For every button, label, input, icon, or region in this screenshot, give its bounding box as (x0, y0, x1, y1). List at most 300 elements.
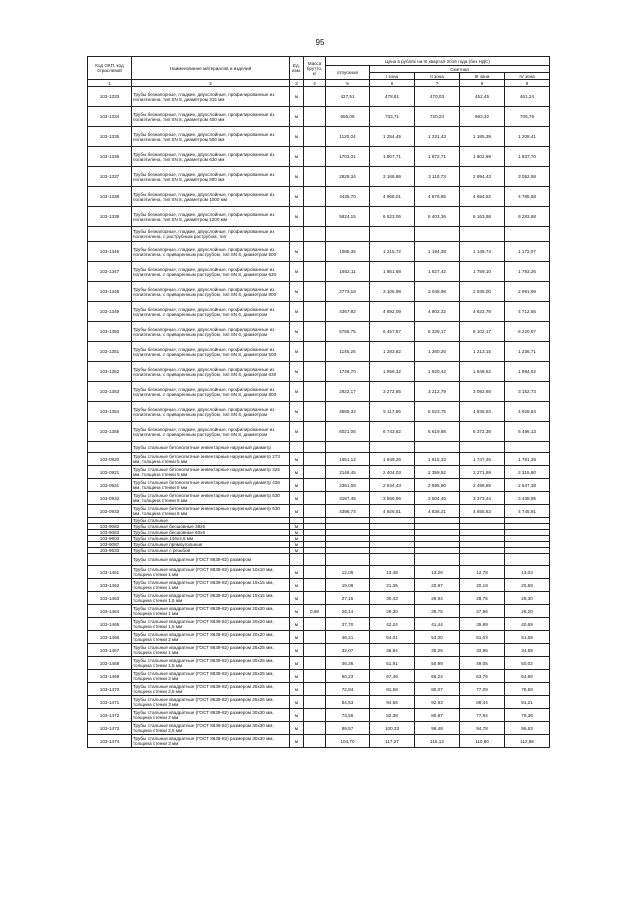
row-price-release: 2361,08 (326, 479, 370, 492)
column-index: 8 (460, 80, 505, 87)
row-price-release: 1120,04 (326, 127, 370, 147)
row-unit: м (290, 262, 304, 282)
row-mass (304, 505, 326, 518)
row-code: 103-1351 (88, 342, 132, 362)
row-price-zone-4: 706,78 (505, 107, 550, 127)
row-price-zone-3: 4 835,93 (460, 402, 505, 422)
row-unit: м (290, 147, 304, 167)
row-price-release: 48,21 (326, 631, 370, 644)
row-price-zone-4: 51,69 (505, 631, 550, 644)
row-price-zone-1: 30,43 (370, 592, 415, 605)
row-price-zone-4: 2 315,80 (505, 466, 550, 479)
row-price-zone-1: 3 272,85 (370, 382, 415, 402)
row-price-zone-4 (505, 442, 550, 453)
row-code: 103-0932 (88, 492, 132, 505)
row-name: Трубы стальные бесшовные 60х6 (132, 530, 290, 536)
table-row (88, 592, 550, 605)
row-price-zone-1: 67,46 (370, 670, 415, 683)
row-price-zone-4: 2 547,38 (505, 479, 550, 492)
row-code: 103-1466 (88, 631, 132, 644)
row-price-zone-1: 733,71 (370, 107, 415, 127)
row-mass: 0,98 (304, 605, 326, 618)
row-price-zone-4: 4 712,55 (505, 302, 550, 322)
row-price-zone-4: 4 929,84 (505, 402, 550, 422)
row-unit: м (290, 722, 304, 735)
row-price-zone-3: 39,89 (460, 618, 505, 631)
row-price-zone-3: 1 759,10 (460, 262, 505, 282)
row-name: Трубы стальные квадратные (ГОСТ 8639-82) размером 20х20 мм, толщина стенки 1 мм (132, 605, 290, 618)
row-price-zone-2: 35,26 (415, 644, 460, 657)
header-price-group: Цена в рублях на III квартал 2016 года (без НДС) (326, 57, 550, 66)
row-code: 103-1464 (88, 605, 132, 618)
row-unit: м (290, 530, 304, 536)
row-price-release: 4569,32 (326, 402, 370, 422)
row-price-zone-4: 34,59 (505, 644, 550, 657)
row-price-zone-3: 2 935,00 (460, 282, 505, 302)
row-price-zone-2: 115,13 (415, 735, 460, 748)
row-price-zone-3: 27,86 (460, 605, 505, 618)
row-mass (304, 107, 326, 127)
row-price-release: 6021,06 (326, 422, 370, 442)
row-name: Трубы стальные квадратные (ГОСТ 8639-82) размером 15х15 мм, толщина стенки 1,5 мм (132, 592, 290, 605)
row-mass (304, 492, 326, 505)
row-price-zone-1: 6 743,62 (370, 422, 415, 442)
header-zone-1: I зона (370, 73, 415, 80)
row-price-zone-4: 91,21 (505, 696, 550, 709)
row-price-zone-3 (460, 554, 505, 566)
row-price-release: 2146,45 (326, 466, 370, 479)
row-mass (304, 479, 326, 492)
row-name: Трубы безнапорные, гладкие, двухслойные, профилированные из полиэтилена, с приваренным раструбом, тип SN 6, диаметром (132, 322, 290, 342)
row-mass (304, 207, 326, 227)
row-price-zone-3: 2 498,85 (460, 479, 505, 492)
row-code (88, 554, 132, 566)
row-mass (304, 644, 326, 657)
row-code: 103-1338 (88, 187, 132, 207)
row-price-zone-3: 89,44 (460, 696, 505, 709)
table-row (88, 505, 550, 518)
table-row (88, 242, 550, 262)
row-price-zone-4: 78,58 (505, 683, 550, 696)
table-row (88, 618, 550, 631)
row-mass (304, 342, 326, 362)
row-price-zone-2: 3 504,45 (415, 492, 460, 505)
row-mass (304, 631, 326, 644)
row-price-release: 4435,70 (326, 187, 370, 207)
table-row (88, 187, 550, 207)
row-name: Трубы стальные бетонолитные инвентарные наружный диаметр (132, 442, 290, 453)
row-price-release: 2829,34 (326, 167, 370, 187)
row-mass (304, 282, 326, 302)
row-price-zone-2 (415, 442, 460, 453)
row-name: Трубы безнапорные, гладкие, двухслойные, профилированные из полиэтилена, тип SN 8, диаметром 630 мм (132, 147, 290, 167)
table-row (88, 147, 550, 167)
row-unit: м (290, 618, 304, 631)
row-price-zone-4: 28,20 (505, 605, 550, 618)
row-price-zone-1: 5 117,66 (370, 402, 415, 422)
row-price-zone-4: 1 793,26 (505, 262, 550, 282)
row-name: Трубы стальные 146х4,5 мм (132, 536, 290, 542)
header-zone-3: III зона (460, 73, 505, 80)
row-price-zone-2: 2 595,90 (415, 479, 460, 492)
table-row (88, 670, 550, 683)
table-row (88, 605, 550, 618)
row-name: Трубы стальные бетонолитные инвентарные наружный диаметр 530 мм, толщина стенки 6 мм (132, 492, 290, 505)
row-unit: м (290, 479, 304, 492)
row-unit: м (290, 492, 304, 505)
header-unit: Ед. изм. (290, 57, 304, 80)
row-unit: м (290, 566, 304, 579)
row-unit: м (290, 187, 304, 207)
row-price-zone-4: 1 781,39 (505, 453, 550, 466)
row-price-zone-2: 1 231,43 (415, 127, 460, 147)
row-price-zone-4: 112,98 (505, 735, 550, 748)
row-price-zone-2: 13,28 (415, 566, 460, 579)
row-price-zone-3: 28,75 (460, 592, 505, 605)
row-unit: м (290, 402, 304, 422)
row-price-zone-1: 94,66 (370, 696, 415, 709)
row-code: 103-1473 (88, 722, 132, 735)
row-name: Трубы стальные квадратные (ГОСТ 8639-82) размером 30х30 мм, толщина стенки 3 мм (132, 735, 290, 748)
table-row (88, 644, 550, 657)
row-mass (304, 262, 326, 282)
row-unit: м (290, 282, 304, 302)
row-mass (304, 579, 326, 592)
row-name: Трубы стальные бетонолитные инвентарные наружный диаметр 630 мм, толщина стенки 6 мм (132, 505, 290, 518)
row-price-zone-1: 6 457,67 (370, 322, 415, 342)
row-name: Трубы стальные квадратные (ГОСТ 8639-82) размером 20х20 мм, толщина стенки 1,5 мм (132, 618, 290, 631)
table-row (88, 722, 550, 735)
row-code: 103-1334 (88, 107, 132, 127)
row-code (88, 227, 132, 242)
row-price-zone-2: 3 110,73 (415, 167, 460, 187)
row-name: Трубы стальные квадратные (ГОСТ 8639-82) размером 25х25 мм, толщина стенки 3 мм (132, 696, 290, 709)
row-price-release: 5824,15 (326, 207, 370, 227)
row-price-zone-4: 20,59 (505, 579, 550, 592)
row-price-release: 4367,92 (326, 302, 370, 322)
row-code: 103-1348 (88, 282, 132, 302)
row-name: Трубы стальные бетонолитные инвентарные наружный диаметр 426 мм, толщина стенки 5 мм (132, 479, 290, 492)
page-number: 95 (315, 38, 325, 47)
row-name: Трубы стальные квадратные (ГОСТ 8639-82) размером 10х10 мм, толщина стенки 1 мм (132, 566, 290, 579)
table-row (88, 631, 550, 644)
row-price-zone-2: 53,00 (415, 631, 460, 644)
row-unit: м (290, 242, 304, 262)
header-estimate: Сметная (370, 66, 550, 73)
row-name: Трубы безнапорные, гладкие, двухслойные, профилированные из полиэтилена, с приваренным раструбом, тип SN 6, диаметром (132, 302, 290, 322)
row-name: Трубы безнапорные, гладкие, двухслойные, профилированные из полиэтилена, тип SN 8, диаметром 1000 мм (132, 187, 290, 207)
row-code: 103-1355 (88, 422, 132, 442)
row-price-zone-3: 77,84 (460, 709, 505, 722)
row-price-zone-3: 2 271,69 (460, 466, 505, 479)
row-code: 103-1463 (88, 592, 132, 605)
row-price-zone-3: 33,95 (460, 644, 505, 657)
row-price-zone-4: 3 152,73 (505, 382, 550, 402)
row-price-zone-2: 1 920,42 (415, 362, 460, 382)
row-price-zone-2: 1 827,42 (415, 262, 460, 282)
row-price-release (326, 227, 370, 242)
row-unit (290, 227, 304, 242)
row-unit: м (290, 536, 304, 542)
row-unit: м (290, 548, 304, 554)
row-mass (304, 735, 326, 748)
row-price-zone-3: 1 802,69 (460, 147, 505, 167)
row-code: 103-1335 (88, 127, 132, 147)
row-unit: м (290, 670, 304, 683)
row-price-zone-4: 1 837,70 (505, 147, 550, 167)
row-price-zone-2 (415, 227, 460, 242)
column-index: 6 (370, 80, 415, 87)
row-price-zone-1: 13,48 (370, 566, 415, 579)
header-code: Код ОКП, код отраслевой (88, 57, 132, 80)
row-price-zone-4: 1 208,41 (505, 127, 550, 147)
row-code: 103-0933 (88, 505, 132, 518)
table-row (88, 442, 550, 453)
table-row (88, 492, 550, 505)
row-price-release: 27,15 (326, 592, 370, 605)
row-price-zone-3: 20,18 (460, 579, 505, 592)
row-name: Трубы стальные с резьбой (132, 548, 290, 554)
row-code: 103-0920 (88, 453, 132, 466)
row-unit: м (290, 735, 304, 748)
row-price-release: 1085,35 (326, 242, 370, 262)
row-price-zone-3: 6 372,38 (460, 422, 505, 442)
row-price-zone-1: 4 926,51 (370, 505, 415, 518)
row-price-release (326, 554, 370, 566)
price-table (87, 56, 550, 748)
row-price-zone-4: 461,24 (505, 87, 550, 107)
row-price-zone-3: 4 694,52 (460, 187, 505, 207)
row-price-zone-4: 13,03 (505, 566, 550, 579)
row-price-zone-1 (370, 227, 415, 242)
table-row (88, 322, 550, 342)
row-price-zone-1: 1 956,32 (370, 362, 415, 382)
row-price-zone-2: 4 802,32 (415, 302, 460, 322)
row-price-zone-3: 4 655,63 (460, 505, 505, 518)
row-price-zone-4: 6 496,13 (505, 422, 550, 442)
table-row (88, 382, 550, 402)
row-mass (304, 709, 326, 722)
row-price-zone-1: 29,30 (370, 605, 415, 618)
header-name: Наименование материалов и изделий (132, 57, 290, 80)
row-name: Трубы стальные бетонолитные инвентарные наружный диаметр 273 мм, толщина стенки 5 мм (132, 453, 290, 466)
row-mass (304, 127, 326, 147)
row-price-zone-1: 3 569,96 (370, 492, 415, 505)
row-price-zone-3: 693,32 (460, 107, 505, 127)
row-price-zone-4 (505, 554, 550, 566)
row-price-release: 2773,18 (326, 282, 370, 302)
row-name: Трубы безнапорные, гладкие, двухслойные, профилированные из полиэтилена, тип SN 8, диаметром 800 мм (132, 167, 290, 187)
row-price-zone-1: 1 849,26 (370, 453, 415, 466)
row-price-release: 84,53 (326, 696, 370, 709)
row-mass (304, 618, 326, 631)
table-row (88, 422, 550, 442)
row-price-release: 3187,45 (326, 492, 370, 505)
row-price-zone-4: 3 438,95 (505, 492, 550, 505)
row-price-zone-2: 4 876,85 (415, 187, 460, 207)
row-price-zone-2: 80,87 (415, 709, 460, 722)
row-name: Трубы безнапорные, гладкие, двухслойные, профилированные из полиэтилена, тип SN 8, диаметром 315 мм (132, 87, 290, 107)
row-name: Трубы безнапорные, гладкие, двухслойные, профилированные из полиэтилена, с приваренным раструбом, тип SN 8, диаметром 630 (132, 262, 290, 282)
row-unit: м (290, 127, 304, 147)
row-price-release: 89,57 (326, 722, 370, 735)
table-row (88, 262, 550, 282)
row-mass (304, 566, 326, 579)
row-unit: м (290, 382, 304, 402)
row-unit: м (290, 657, 304, 670)
row-name: Трубы безнапорные, гладкие, двухслойные, профилированные из полиэтилена, с приваренным раструбом, тип SN 8, диаметром (132, 422, 290, 442)
row-code: 103-1346 (88, 242, 132, 262)
row-unit: м (290, 505, 304, 518)
row-price-zone-3: 6 102,17 (460, 322, 505, 342)
row-name: Трубы стальные квадратные (ГОСТ 8639-82) размером 25х25 мм, толщина стенки 2 мм (132, 670, 290, 683)
row-code: 103-1354 (88, 402, 132, 422)
row-price-zone-1 (370, 442, 415, 453)
row-price-zone-4: 4 785,68 (505, 187, 550, 207)
row-price-zone-2: 98,48 (415, 722, 460, 735)
row-price-zone-4: 96,63 (505, 722, 550, 735)
row-name: Трубы безнапорные, гладкие, двухслойные, профилированные из полиэтилена, с приваренным раструбом, тип SN 8, диаметром 500 (132, 242, 290, 262)
row-price-release: 19,06 (326, 579, 370, 592)
row-name: Трубы безнапорные, гладкие, двухслойные, профилированные из полиэтилена, с раструбным раструбом, тип (132, 227, 290, 242)
row-code: 103-1350 (88, 322, 132, 342)
column-index: 2 (132, 80, 290, 87)
row-price-release: 60,23 (326, 670, 370, 683)
row-price-zone-3: 94,78 (460, 722, 505, 735)
row-price-zone-1: 117,27 (370, 735, 415, 748)
table-row (88, 342, 550, 362)
row-price-zone-2: 92,93 (415, 696, 460, 709)
row-unit: м (290, 644, 304, 657)
table-row (88, 127, 550, 147)
row-price-zone-2: 1 194,38 (415, 242, 460, 262)
row-price-zone-1: 100,33 (370, 722, 415, 735)
row-price-zone-2: 3 212,79 (415, 382, 460, 402)
row-price-zone-3: 1 149,74 (460, 242, 505, 262)
row-price-zone-1: 51,91 (370, 657, 415, 670)
row-price-zone-4: 6 220,67 (505, 322, 550, 342)
row-name: Трубы безнапорные, гладкие, двухслойные, профилированные из полиэтилена, с приваренным раструбом, тип SN 8, диаметром 630 (132, 362, 290, 382)
row-unit: м (290, 466, 304, 479)
row-price-zone-3: 1 747,46 (460, 453, 505, 466)
row-mass (304, 554, 326, 566)
row-name: Трубы стальные квадратные (ГОСТ 8639-82) размером 25х25 мм, толщина стенки 2,5 мм (132, 683, 290, 696)
table-row (88, 554, 550, 566)
row-price-zone-3: 110,80 (460, 735, 505, 748)
row-price-zone-1: 6 523,05 (370, 207, 415, 227)
row-name: Трубы стальные бетонолитные инвентарные наружный диаметр 325 мм, толщина стенки 5 мм (132, 466, 290, 479)
row-code: 103-9083 (88, 530, 132, 536)
row-price-zone-3: 1 213,15 (460, 342, 505, 362)
column-index: 3 (290, 80, 304, 87)
row-name: Трубы стальные бесшовные 38х5 (132, 524, 290, 530)
table-body (88, 87, 550, 748)
row-price-zone-1: 81,58 (370, 683, 415, 696)
row-code: 103-1467 (88, 644, 132, 657)
row-price-zone-3: 3 092,68 (460, 382, 505, 402)
column-index: 7 (415, 80, 460, 87)
row-price-zone-1: 1 861,68 (370, 262, 415, 282)
header-release: отпускная (326, 66, 370, 80)
row-unit (290, 554, 304, 566)
row-price-zone-1: 2 644,43 (370, 479, 415, 492)
table-row (88, 87, 550, 107)
row-price-zone-2: 720,24 (415, 107, 460, 127)
table-row (88, 453, 550, 466)
table-row (88, 282, 550, 302)
row-code: 103-1470 (88, 683, 132, 696)
row-code: 103-9087 (88, 542, 132, 548)
row-price-release: 655,09 (326, 107, 370, 127)
row-price-zone-4: 64,98 (505, 670, 550, 683)
row-price-zone-3: 12,78 (460, 566, 505, 579)
row-price-zone-2: 1 815,33 (415, 453, 460, 466)
row-name: Трубы безнапорные, гладкие, двухслойные, профилированные из полиэтилена, с приваренным раструбом, тип SN 8, диаметром 800 (132, 382, 290, 402)
row-price-zone-2: 80,07 (415, 683, 460, 696)
row-price-zone-1: 2 404,03 (370, 466, 415, 479)
row-price-release: 1651,12 (326, 453, 370, 466)
row-price-zone-3: 1 848,62 (460, 362, 505, 382)
row-name: Трубы безнапорные, гладкие, двухслойные, профилированные из полиэтилена, с приваренным раструбом, тип SN 8, диаметром 800 (132, 282, 290, 302)
row-name: Трубы безнапорные, гладкие, двухслойные, профилированные из полиэтилена, тип SN 8, диаметром 1200 мм (132, 207, 290, 227)
row-mass (304, 592, 326, 605)
column-index-row (88, 80, 550, 87)
row-mass (304, 657, 326, 670)
row-code: 103-9603 (88, 536, 132, 542)
row-unit: м (290, 579, 304, 592)
row-code: 103-1468 (88, 657, 132, 670)
table-row (88, 735, 550, 748)
row-mass (304, 670, 326, 683)
row-price-release: 1746,70 (326, 362, 370, 382)
row-unit: м (290, 167, 304, 187)
table-row (88, 167, 550, 187)
row-unit: м (290, 342, 304, 362)
row-price-zone-2: 470,03 (415, 87, 460, 107)
row-price-release: 1146,26 (326, 342, 370, 362)
row-price-zone-1: 82,38 (370, 709, 415, 722)
row-price-zone-3: 452,45 (460, 87, 505, 107)
row-name: Трубы безнапорные, гладкие, двухслойные, профилированные из полиэтилена, тип SN 8, диаметром 400 мм (132, 107, 290, 127)
row-unit: м (290, 683, 304, 696)
row-name: Трубы стальные прямоугольные (132, 542, 290, 548)
row-mass (304, 87, 326, 107)
row-price-zone-2: 6 339,17 (415, 322, 460, 342)
row-price-release: 32,07 (326, 644, 370, 657)
table-row (88, 566, 550, 579)
row-price-release: 46,36 (326, 657, 370, 670)
row-price-release: 73,56 (326, 709, 370, 722)
row-price-zone-1: 1 283,82 (370, 342, 415, 362)
header-mass: Масса брутто, кг (304, 57, 326, 80)
row-unit: м (290, 302, 304, 322)
row-price-zone-2: 6 619,88 (415, 422, 460, 442)
row-price-zone-4: 50,02 (505, 657, 550, 670)
row-price-zone-2: 50,99 (415, 657, 460, 670)
table-row (88, 479, 550, 492)
table-row (88, 579, 550, 592)
row-price-zone-1: 478,81 (370, 87, 415, 107)
row-name: Трубы безнапорные, гладкие, двухслойные, профилированные из полиэтилена, с приваренным раструбом, тип SN 8, диаметром 500 (132, 342, 290, 362)
row-price-zone-4: 79,36 (505, 709, 550, 722)
row-name: Трубы стальные квадратные (ГОСТ 8639-82) размером 25х25 мм, толщина стенки 1,5 мм (132, 657, 290, 670)
row-unit: м (290, 87, 304, 107)
row-price-release: 2922,17 (326, 382, 370, 402)
row-price-zone-3: 4 622,78 (460, 302, 505, 322)
row-code: 103-1353 (88, 382, 132, 402)
row-price-zone-2: 29,94 (415, 592, 460, 605)
row-unit: м (290, 592, 304, 605)
